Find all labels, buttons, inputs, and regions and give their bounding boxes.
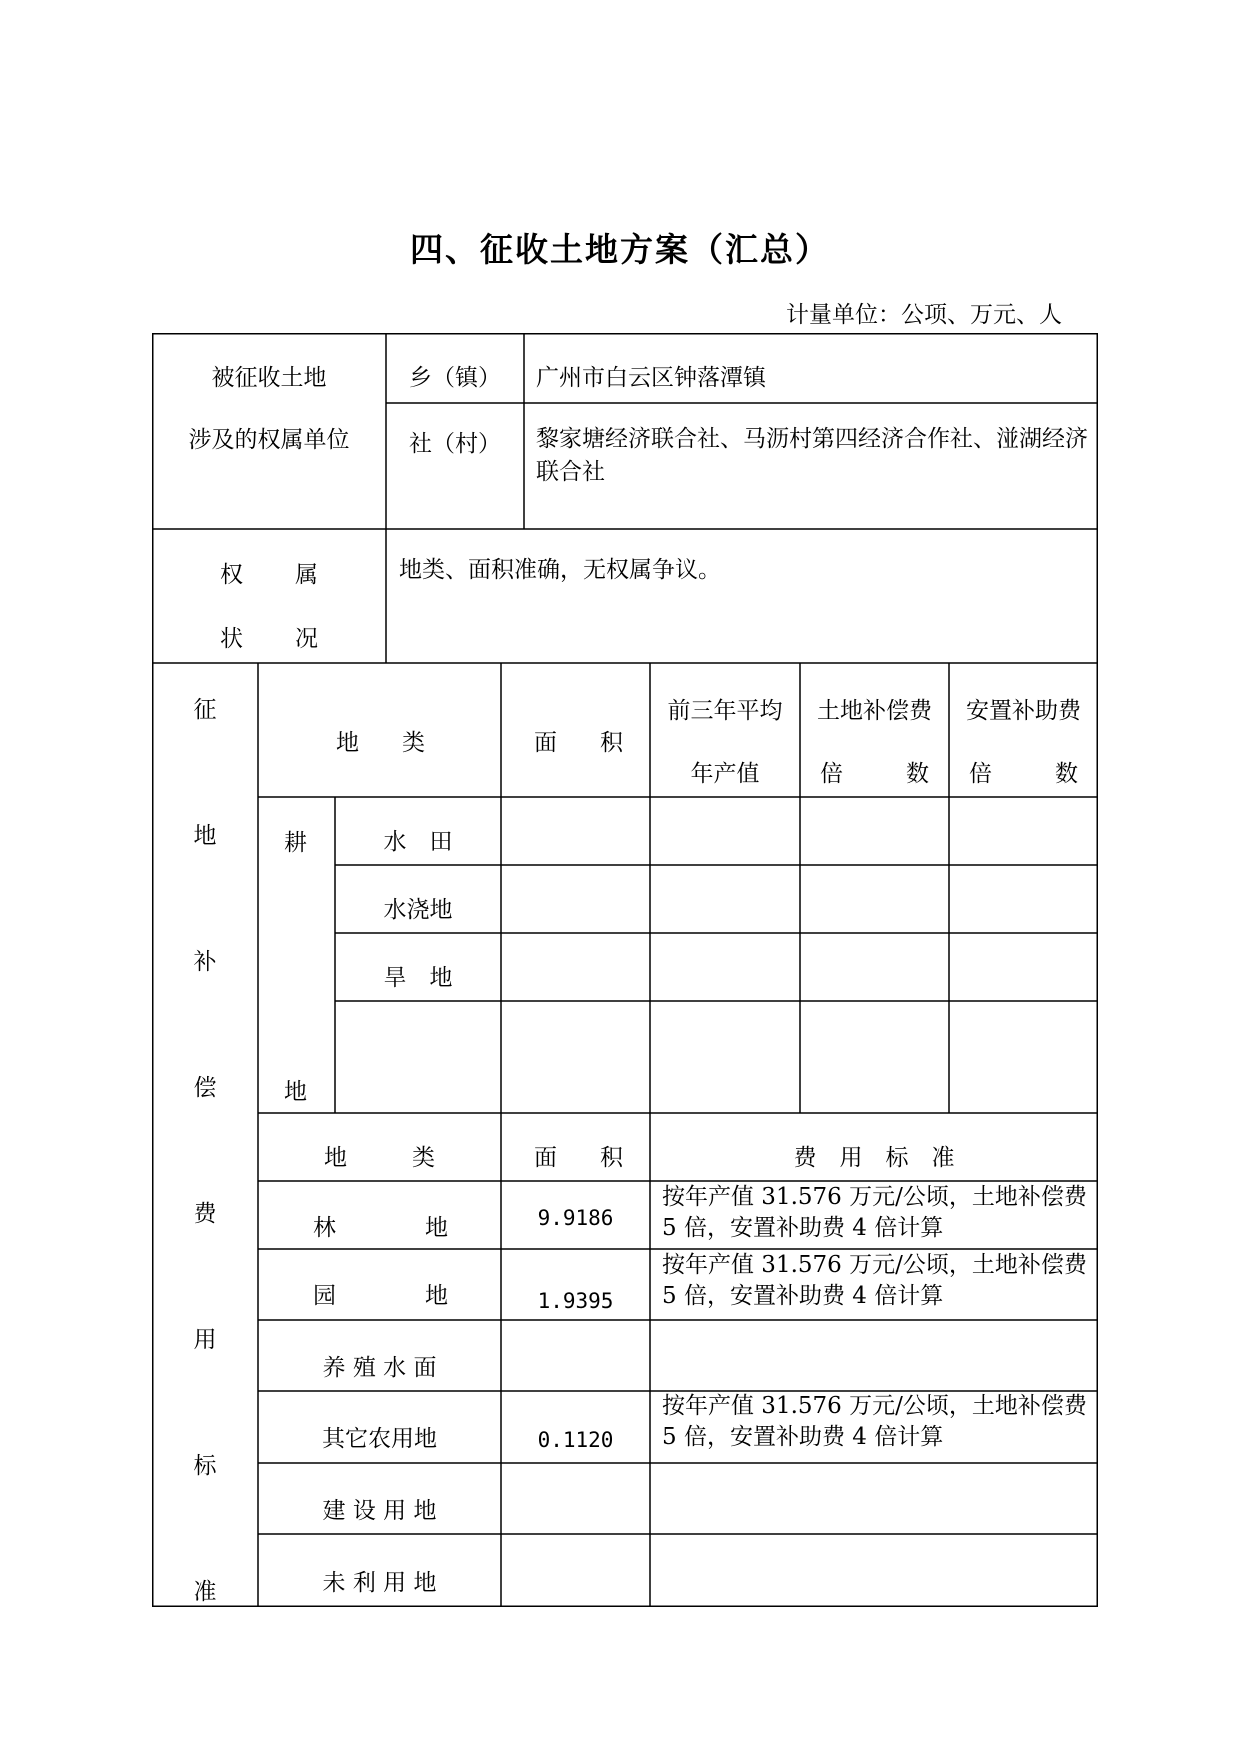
- measurement-unit: 计量单位：公项、万元、人: [786, 302, 1062, 328]
- side-char-3: 补: [193, 949, 217, 975]
- other-header-area-2: 积: [600, 1145, 623, 1171]
- other-row-type-b: 地: [425, 1283, 448, 1309]
- village-value: 黎家塘经济联合社、马沥村第四经济合作社、湴湖经济联合社: [536, 426, 1088, 485]
- header-avg-output-1: 前三年平均: [667, 698, 783, 724]
- other-row-standard: 按年产值 31.576 万元/公顷，土地补偿费 5 倍，安置补助费 4 倍计算: [662, 1184, 1087, 1241]
- other-row-area: 1.9395: [537, 1289, 614, 1313]
- header-land-type-1: 地: [336, 730, 359, 756]
- other-row-area: 9.9186: [537, 1206, 614, 1230]
- other-header-standard: 费 用 标 准: [793, 1145, 955, 1171]
- owner-label-line2: 涉及的权属单位: [188, 427, 350, 453]
- cultivated-row-type: 水浇地: [383, 897, 453, 923]
- other-row-type-a: 林: [313, 1215, 336, 1241]
- other-header-area-1: 面: [534, 1145, 557, 1171]
- side-char-4: 偿: [193, 1075, 217, 1101]
- header-resettle-mult-1: 安置补助费: [966, 698, 1081, 724]
- other-row-type: 其它农用地: [322, 1426, 437, 1452]
- status-label-a2: 属: [295, 562, 318, 588]
- other-row-type-a: 园: [313, 1283, 336, 1309]
- header-land-type-2: 类: [402, 730, 425, 756]
- other-row-type: 建 设 用 地: [322, 1498, 437, 1524]
- header-area-2: 积: [600, 730, 623, 756]
- status-label-b1: 状: [220, 626, 243, 652]
- header-comp-mult-2a: 倍: [820, 761, 843, 787]
- other-header-land-type-1: 地: [324, 1145, 347, 1171]
- cultivated-row-type: 水 田: [383, 829, 453, 855]
- status-label-a1: 权: [220, 562, 243, 588]
- header-resettle-mult-2a: 倍: [969, 761, 992, 787]
- other-row-standard: 按年产值 31.576 万元/公顷，土地补偿费 5 倍，安置补助费 4 倍计算: [662, 1393, 1087, 1450]
- status-value: 地类、面积准确，无权属争议。: [399, 557, 721, 583]
- other-row-type: 养 殖 水 面: [322, 1355, 437, 1381]
- header-comp-mult-2b: 数: [906, 761, 929, 787]
- land-acquisition-table: [152, 333, 1098, 1607]
- page-title: 四、征收土地方案（汇总）: [410, 230, 830, 269]
- owner-label-line1: 被征收土地: [211, 365, 327, 391]
- side-char-5: 费: [193, 1201, 217, 1227]
- header-resettle-mult-2b: 数: [1055, 761, 1078, 787]
- side-char-8: 准: [193, 1579, 217, 1605]
- other-row-area: 0.1120: [537, 1428, 614, 1452]
- other-row-standard: 按年产值 31.576 万元/公顷，土地补偿费 5 倍，安置补助费 4 倍计算: [662, 1252, 1087, 1309]
- side-char-2: 地: [193, 823, 217, 849]
- other-row-type-b: 地: [425, 1215, 448, 1241]
- header-comp-mult-1: 土地补偿费: [817, 698, 932, 724]
- status-label-b2: 况: [295, 626, 318, 652]
- header-area-1: 面: [534, 730, 557, 756]
- header-avg-output-2: 年产值: [690, 761, 760, 787]
- side-char-1: 征: [193, 697, 217, 723]
- cultivated-group-bottom: 地: [284, 1079, 307, 1105]
- cultivated-row-type: 旱 地: [383, 965, 453, 991]
- town-label: 乡（镇）: [409, 365, 501, 391]
- side-char-6: 用: [193, 1327, 217, 1353]
- side-char-7: 标: [193, 1453, 217, 1479]
- village-label: 社（村）: [409, 431, 501, 457]
- other-row-type: 未 利 用 地: [322, 1570, 437, 1596]
- town-value: 广州市白云区钟落潭镇: [536, 365, 766, 391]
- other-header-land-type-2: 类: [412, 1145, 435, 1171]
- cultivated-group-top: 耕: [284, 830, 307, 856]
